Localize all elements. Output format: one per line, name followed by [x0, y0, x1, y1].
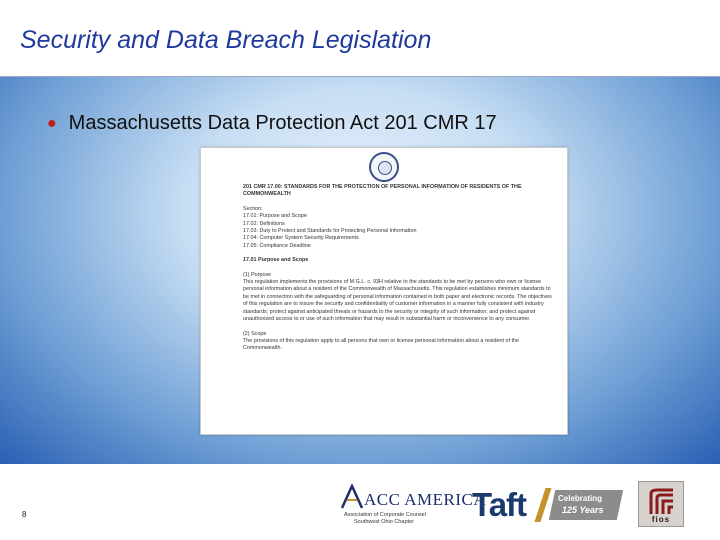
scope-label: (2) Scope	[243, 330, 267, 337]
document-subheading: 17.01 Purpose and Scope	[243, 257, 309, 264]
section-item: 17.05: Compliance Deadline	[243, 242, 311, 249]
section-item: 17.02: Definitions	[243, 220, 285, 227]
page-number: 8	[22, 510, 27, 519]
acc-subtitle: Association of Corporate Counsel	[344, 512, 426, 518]
section-item: 17.03: Duty to Protect and Standards for Protecting Personal Information	[243, 228, 417, 235]
document-image	[200, 147, 568, 435]
taft-name: Taft	[472, 486, 527, 523]
massachusetts-seal-icon	[369, 152, 399, 182]
acc-logo-mark-icon	[340, 484, 364, 510]
purpose-label: (1) Purpose	[243, 271, 272, 278]
acc-america-logo	[340, 484, 487, 530]
document-heading: 201 CMR 17.00: STANDARDS FOR THE PROTECTION OF PERSONAL INFORMATION OF RESIDENTS OF THE COMMONWEALTH	[243, 184, 522, 198]
section-label: Section:	[243, 205, 263, 212]
fios-logo-mark-icon	[647, 488, 677, 516]
acc-chapter: Southwest Ohio Chapter	[354, 519, 414, 525]
acc-name: ACC AMERICA	[364, 490, 487, 509]
section-item: 17.01: Purpose and Scope	[243, 213, 307, 220]
purpose-text: This regulation implements the provisions of M.G.L. c. 93H relative to the standards to be met by persons who own or license personal information about a resident of the Commonwealth of Massachusetts. This regulation establishes minimum standards to be met in connection with the safeguarding of personal information contained in both paper and electronic records. The objectives of this regulation are to insure the security and confidentiality of customer information in a manner fully consistent with industry standards; protect against anticipated threats or hazards to the security or integrity of such information; and protect against unauthorized access to or use of such information that may result in substantial harm or inconvenience to any consumer.	[243, 279, 552, 323]
taft-logo	[472, 486, 622, 524]
scope-text: The provisions of this regulation apply to all persons that own or license personal information about a resident of the Commonwealth.	[243, 337, 519, 352]
taft-badge-line2: 125 Years	[562, 505, 604, 515]
document-text	[243, 184, 555, 353]
bullet-text: Massachusetts Data Protection Act 201 CMR 17	[68, 112, 497, 134]
bullet-marker: ●	[47, 114, 57, 132]
bullet-item	[47, 112, 497, 135]
taft-badge-line1: Celebrating	[558, 494, 603, 503]
section-item: 17.04: Computer System Security Requirements	[243, 235, 359, 242]
slide-title: Security and Data Breach Legislation	[20, 26, 432, 54]
fios-name: fios	[651, 515, 671, 524]
fios-logo	[638, 481, 684, 527]
